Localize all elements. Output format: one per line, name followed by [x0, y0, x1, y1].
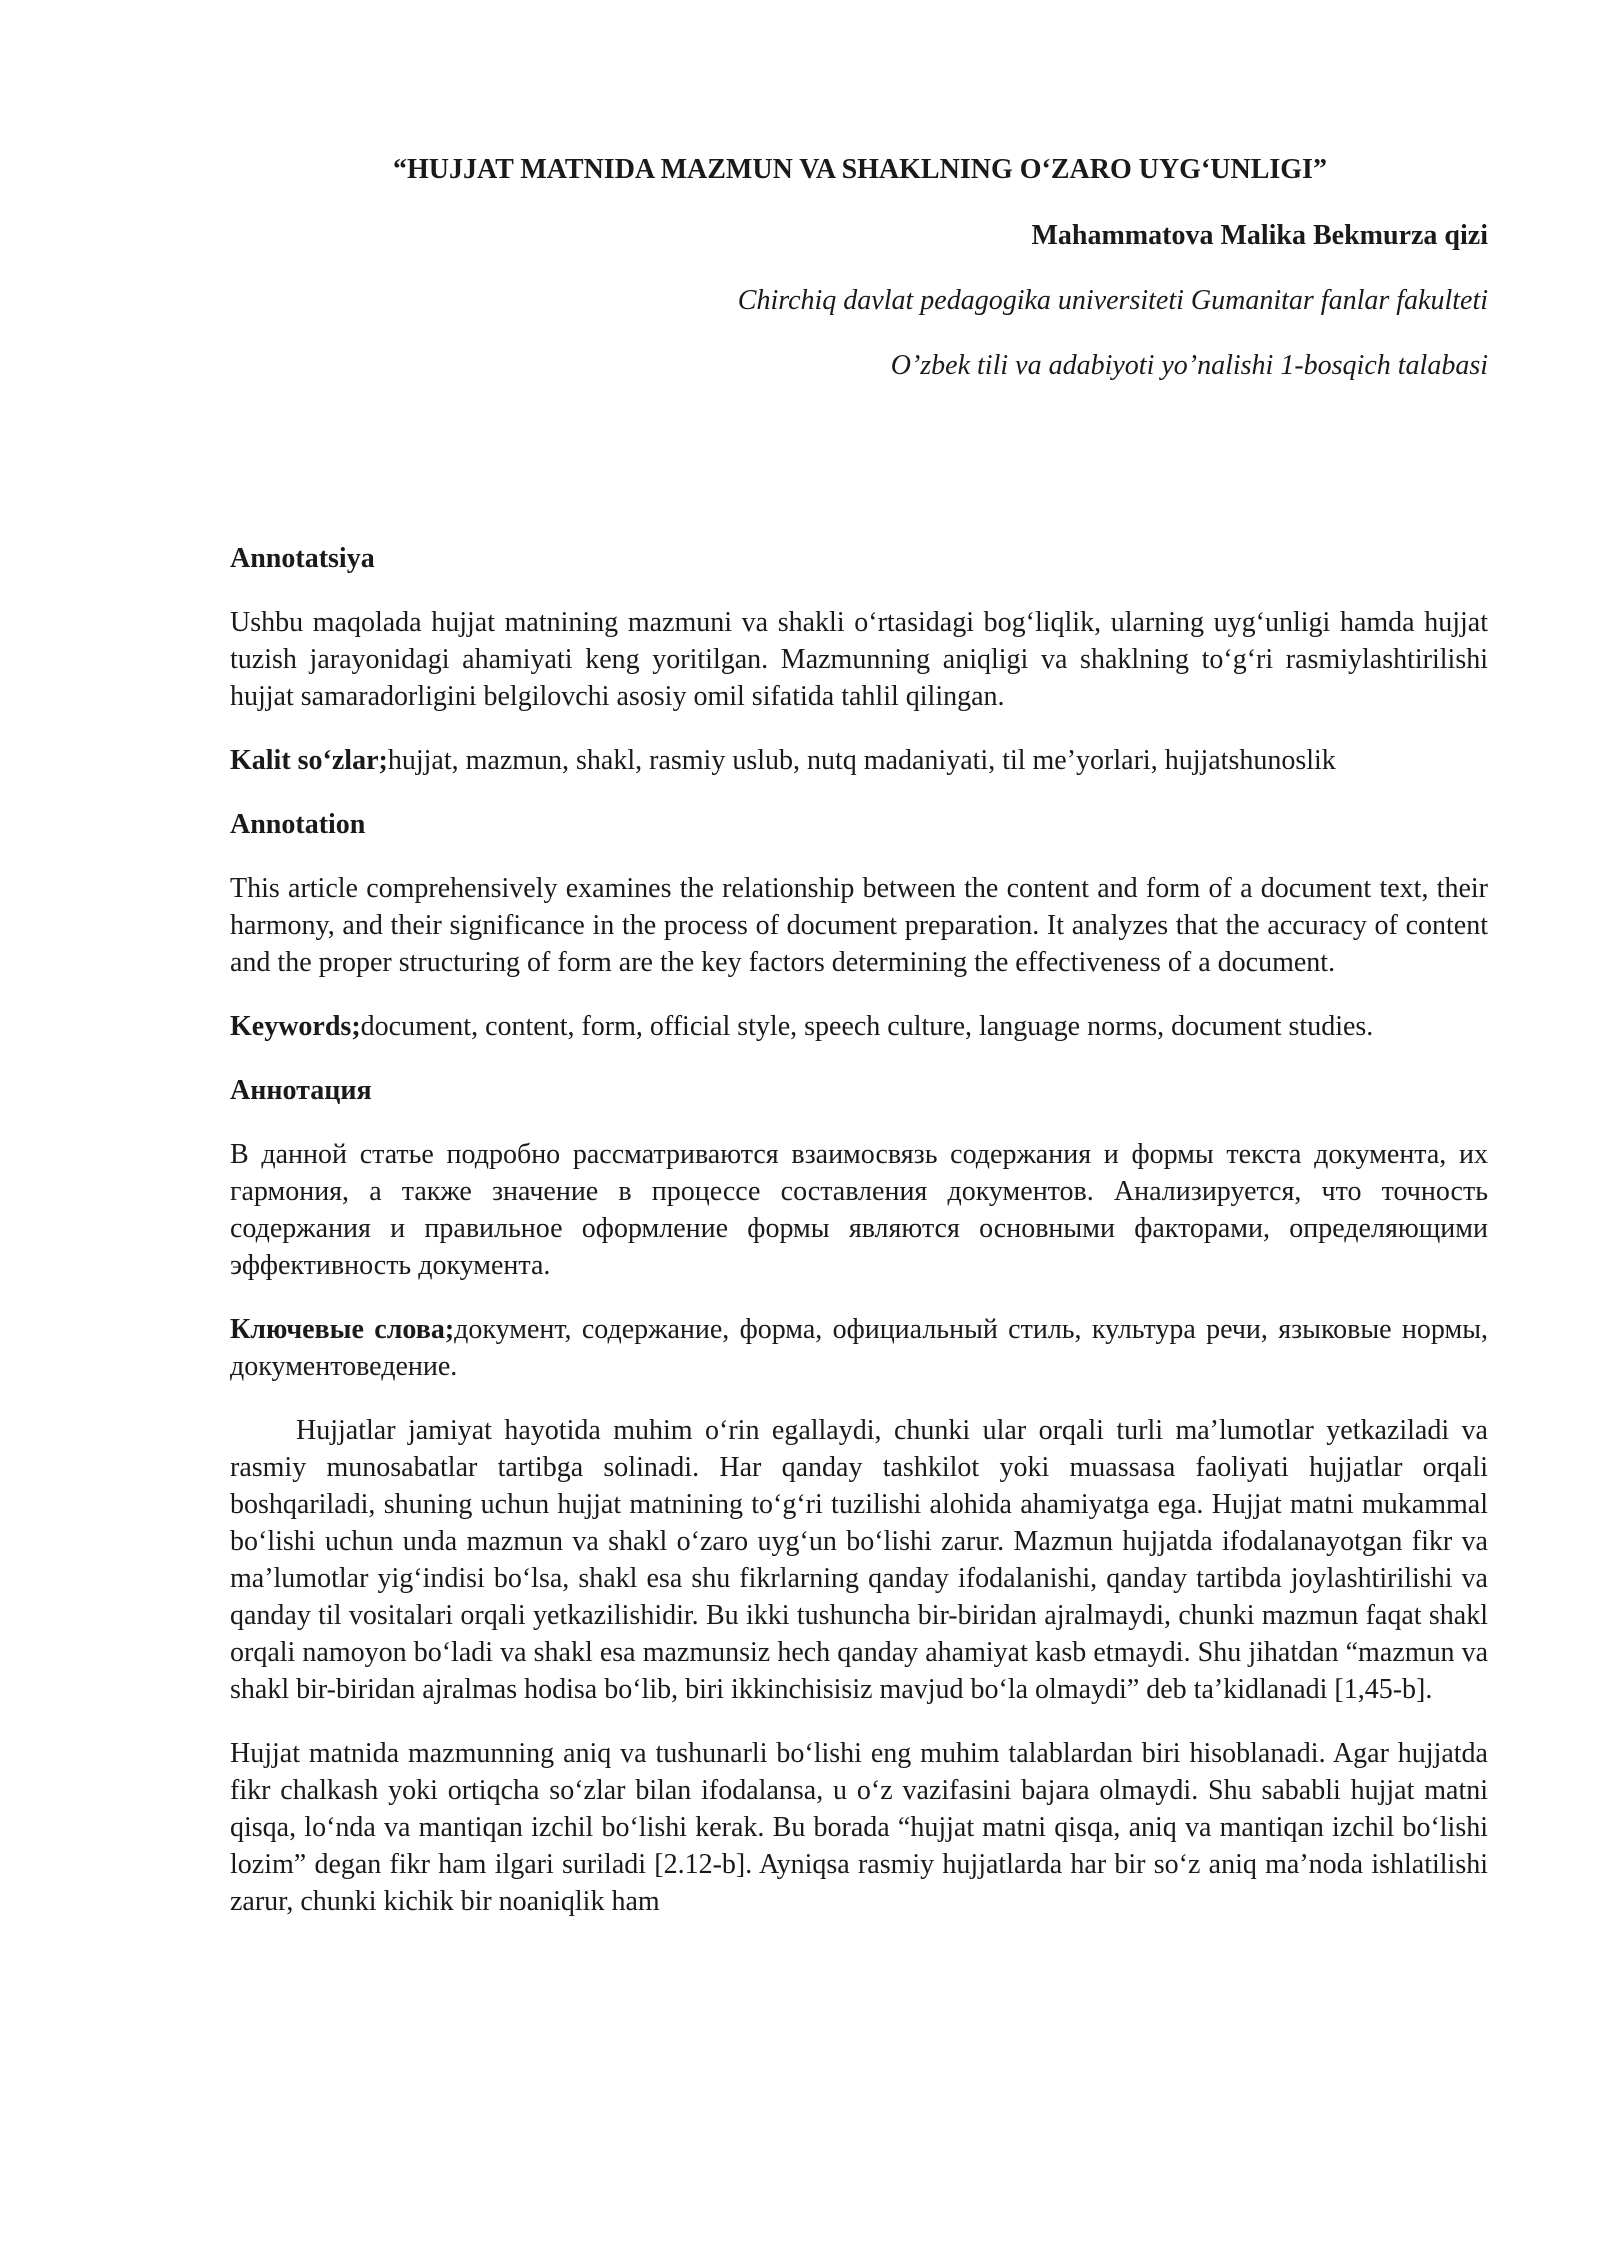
ru-keywords-list: документ, содержание, форма, официальный стиль, культура речи, языковые нормы, документоведение. [230, 1314, 1489, 1382]
ru-abstract-text: В данной статье подробно рассматриваются взаимосвязь содержания и формы текста документа, их гармония, а также значение в процессе составления документов. Анализируется, что точность содержания и правильное оформление формы являются основными факторами, определяющими эффективность документа. [230, 1139, 1488, 1281]
body-paragraph-2: Hujjat matnida mazmunning aniq va tushunarli bo‘lishi eng muhim talablardan biri hisoblanadi. Agar hujjatda fikr chalkash yoki ortiqcha so‘zlar bilan ifodalansa, u o‘z vazifasini bajara olmaydi. Shu sababli hujjat matni qisqa, lo‘nda va mantiqan izchil bo‘lishi kerak. Bu borada “hujjat matni qisqa, aniq va mantiqan izchil bo‘lishi lozim” degan fikr ham ilgari suriladi [2.12-b]. Ayniqsa rasmiy hujjatlarda har bir so‘z aniq ma’noda ishlatilishi zarur, chunki kichik bir noaniqlik ham [230, 1738, 1488, 1917]
uz-abstract-text: Ushbu maqolada hujjat matnining mazmuni va shakli o‘rtasidagi bog‘liqlik, ularning uyg‘unligi hamda hujjat tuzish jarayonidagi ahamiyati keng yoritilgan. Mazmunning aniqligi va shaklning to‘g‘ri rasmiylashtirilishi hujjat samaradorligini belgilovchi asosiy omil sifatida tahlil qilingan. [230, 607, 1488, 712]
uz-keywords-list: hujjat, mazmun, shakl, rasmiy uslub, nutq madaniyati, til me’yorlari, hujjatshunoslik [387, 745, 1336, 776]
ru-keywords-label: Ключевые слова; [230, 1314, 455, 1345]
body-paragraph-1: Hujjatlar jamiyat hayotida muhim o‘rin egallaydi, chunki ular orqali turli ma’lumotlar yetkaziladi va rasmiy munosabatlar tartibga solinadi. Har qanday tashkilot yoki muassasa faoliyati hujjatlar orqali boshqariladi, shuning uchun hujjat matnining to‘g‘ri tuzilishi alohida ahamiyatga ega. Hujjat matni mukammal bo‘lishi uchun unda mazmun va shakl o‘zaro uyg‘un bo‘lishi zarur. Mazmun hujjatda ifodalanayotgan fikr va ma’lumotlar yig‘indisi bo‘lsa, shakl esa shu fikrlarning qanday ifodalanishi, qanday tartibda joylashtirilishi va qanday til vositalari orqali yetkazilishidir. Bu ikki tushuncha bir-biridan ajralmaydi, chunki mazmun faqat shakl orqali namoyon bo‘ladi va shakl esa mazmunsiz hech qanday ahamiyat kasb etmaydi. Shu jihatdan “mazmun va shakl bir-biridan ajralmas hodisa bo‘lib, biri ikkinchisisiz mavjud bo‘la olmaydi” deb ta’kidlanadi [1,45-b]. [230, 1415, 1488, 1705]
author-name: Mahammatova Malika Bekmurza qizi [1031, 220, 1488, 251]
en-keywords-list: document, content, form, official style, speech culture, language norms, document studies. [360, 1011, 1374, 1042]
uz-keywords [230, 742, 1488, 779]
ru-keywords [230, 1311, 1488, 1385]
en-abstract-heading: Annotation [230, 809, 366, 840]
en-keywords-label: Keywords; [230, 1011, 361, 1042]
uz-abstract-heading: Annotatsiya [230, 543, 375, 574]
en-abstract-text: This article comprehensively examines the relationship between the content and form of a document text, their harmony, and their significance in the process of document preparation. It analyzes that the accuracy of content and the proper structuring of form are the key factors determining the effectiveness of a document. [230, 873, 1488, 978]
affiliation-university: Chirchiq davlat pedagogika universiteti Gumanitar fanlar fakulteti [737, 285, 1488, 316]
uz-keywords-label: Kalit so‘zlar; [230, 745, 388, 776]
article-content [230, 540, 1488, 1947]
en-keywords [230, 1008, 1488, 1045]
article-title: “HUJJAT MATNIDA MAZMUN VA SHAKLNING O‘ZARO UYG‘UNLIGI” [393, 154, 1327, 185]
ru-abstract-heading: Аннотация [230, 1075, 372, 1106]
affiliation-program: O’zbek tili va adabiyoti yo’nalishi 1-bosqich talabasi [890, 350, 1488, 381]
